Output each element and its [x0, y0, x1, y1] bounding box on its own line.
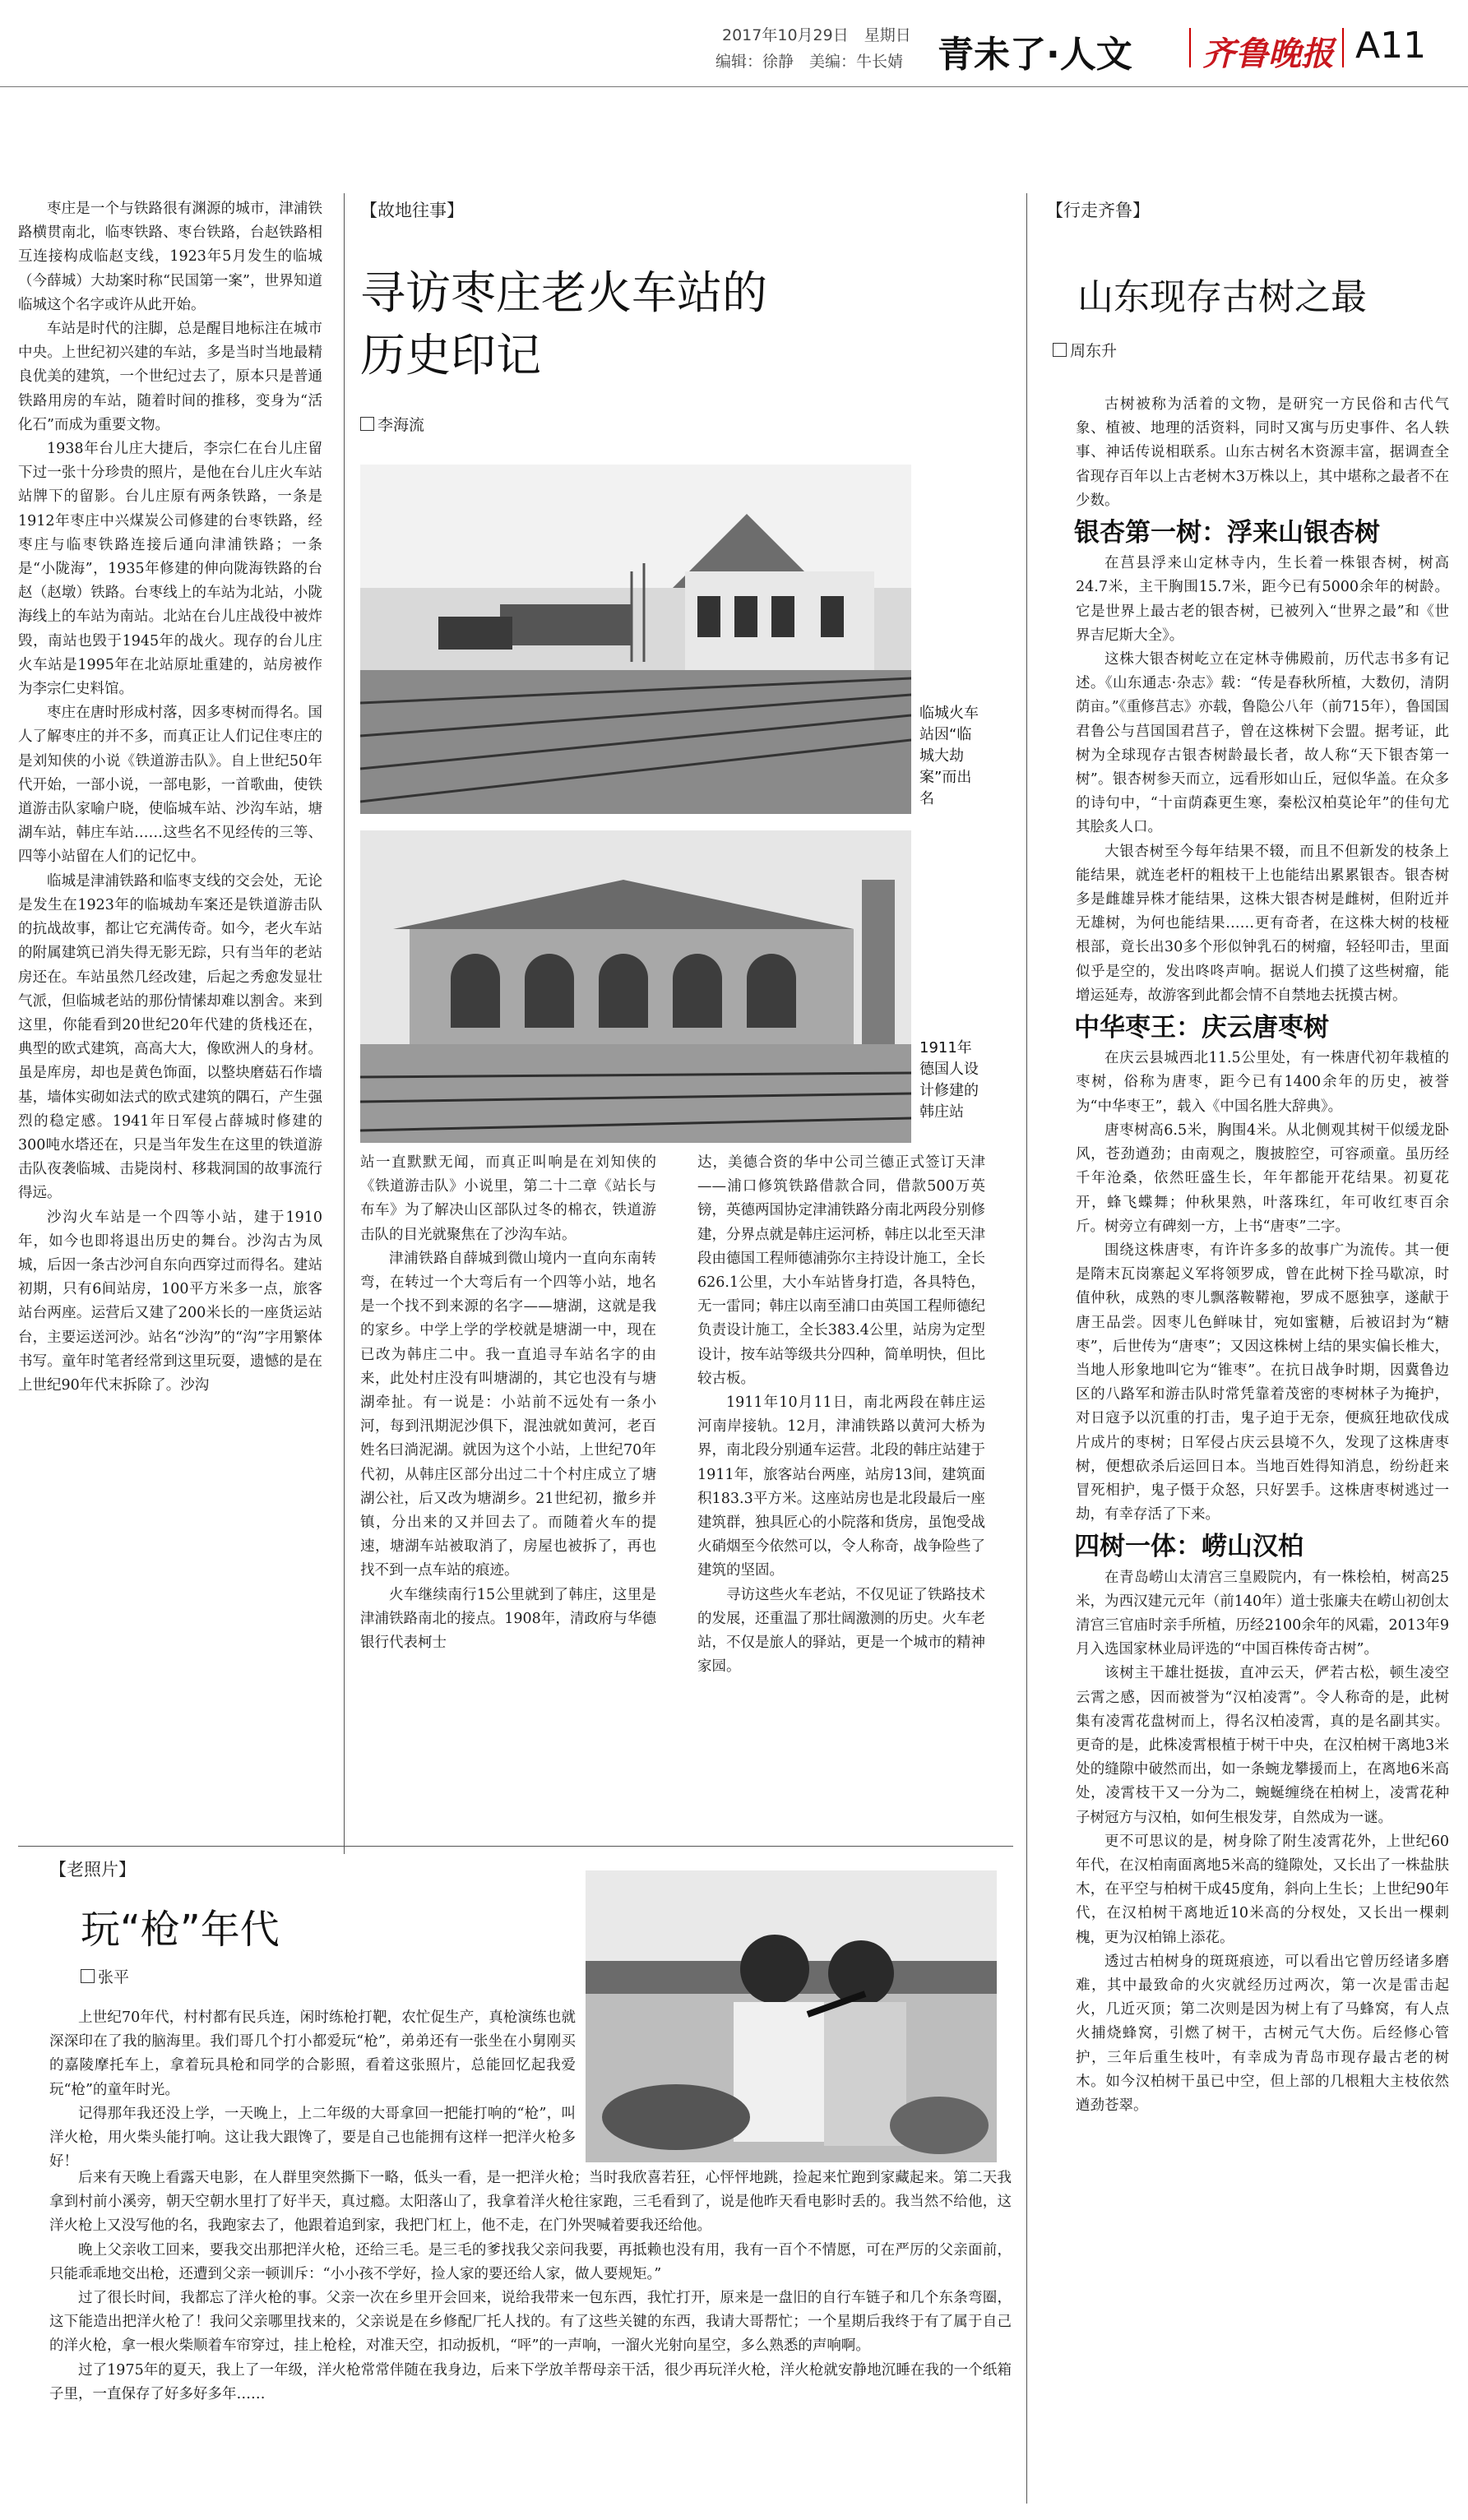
article-headline: 玩“枪”年代 — [81, 1907, 280, 1953]
gun-article-body-lower: 后来有天晚上看露天电影，在人群里突然撕下一略，低头一看，是一把洋火枪；当时我欣喜若狂，心怦怦地跳，捡起来忙跑到家藏起来。第二天我拿到村前小溪旁，朝天空朝水里打了好半天，真过瘾。太阳落山了，我拿着洋火枪往家跑，三毛看到了，说是他昨天看电影时丢的。我当然不给他，这洋火枪上又没写他的名，我跑家去了，他跟着追到家，我把门杠上，他不走，在门外哭喊着要我还给他。 晚上父亲收工回来，要我交出那把洋火枪，还给三毛。是三毛的爹找我父亲问我要，再抵赖也没有用，我有一百个不情愿，可在严厉的父亲面前，只能乖乖地交出枪，还遭到父亲一顿训斥：“小小孩不学好，捡人家的要还给人家，做人要规矩。” 过了很长时间，我都忘了洋火枪的事。父亲一次在乡里开会回来，说给我带来一包东西，我忙打开，原来是一盘旧的自行车链子和几个东条弯圈，这下能造出把洋火枪了！我问父亲哪里找来的，父亲说是在乡修配厂托人找的。有了这些关键的东西，我请大哥帮忙；一个星期后我终于有了属于自己的洋火枪，拿一根火柴顺着车帘穿过，挂上枪栓，对准天空，扣动扳机，“呯”的一声响，一溜火光射向星空，多么熟悉的声响啊。 过了1975年的夏天，我上了一年级，洋火枪常常伴随在我身边，后来下学放羊帮母亲干活，很少再玩洋火枪，洋火枪就安静地沉睡在我的一个纸箱子里，一直保存了好多好多年…… — [49, 2170, 1012, 2402]
masthead — [0, 0, 1468, 107]
byline: 张平 — [81, 1965, 129, 1987]
byline-box-icon — [1053, 343, 1067, 357]
photo-2-caption: 1911年德国人设计修建的韩庄站 — [919, 1039, 979, 1121]
main-article-right-column: 达，美德合资的华中公司兰德正式签订天津——浦口修筑铁路借款合同，借款500万英镑，英德两国协定津浦铁路分南北两段分别修建，分界点就是韩庄运河桥，韩庄以北至天津段由德国工程师德浦弥尔主持设计施工，全长626.1公里，大小车站皆身打造，各具特色，无一雷同；韩庄以南至浦口由英国工程师德纪负责设计施工，全长383.4公里，站房为定型设计，按车站等级共分四种，简单明快，但比较古板。 1911年10月11日，南北两段在韩庄运河南岸接轨。12月，津浦铁路以黄河大桥为界，南北段分别通车运营。北段的韩庄站建于1911年，旅客站台两座，站房13间，建筑面积183.3平方米。这座站房也是北段最后一座建筑群，独具匠心的小院落和货房，虽饱受战火硝烟至今依然可以，令人称奇，战争险些了建筑的坚固。 寻访这些火车老站，不仅见证了铁路技术的发展，还重温了那壮阔激测的历史。火车老站，不仅是旅人的驿站，更是一个城市的精神家园。 — [697, 1154, 985, 1676]
article-headline: 寻访枣庄老火车站的 历史印记 — [360, 266, 768, 381]
section-heading: 四树一体：崂山汉柏 — [1074, 1532, 1304, 1562]
masthead-divider-2 — [1342, 28, 1344, 67]
column-tag: 【故地往事】 — [360, 201, 464, 220]
masthead-rule — [0, 86, 1468, 87]
photo-linchen-station — [360, 465, 911, 814]
article-headline: 山东现存古树之最 — [1077, 276, 1367, 318]
page-number: A11 — [1355, 25, 1427, 67]
byline-box-icon — [360, 417, 374, 431]
paper-logo: 齐鲁晚报 — [1202, 35, 1334, 73]
gun-article-body-upper: 上世纪70年代，村村都有民兵连，闲时练枪打靶，农忙促生产，真枪演练也就深深印在了我的脑海里。我们哥几个打小都爱玩“枪”，弟弟还有一张坐在小舅刚买的嘉陵摩托车上，拿着玩具枪和同学的合影照，看着这张照片，总能回忆起我爱玩“枪”的童年时光。 记得那年我还没上学，一天晚上，上二年级的大哥拿回一把能打响的“枪”，叫洋火枪，用火柴头能打响。这让我大跟馋了，要是自己也能拥有这样一把洋火枪多好！ — [49, 2009, 576, 2171]
editor-line: 编辑：徐静 美编：牛长婧 — [715, 53, 904, 71]
photo-children-with-toy-guns — [586, 1870, 997, 2162]
section-heading: 中华枣王：庆云唐枣树 — [1074, 1013, 1329, 1043]
column-tag: 【老照片】 — [49, 1860, 136, 1880]
station-photo-1-illustration — [360, 465, 911, 814]
section-title: 青未了·人文 — [938, 34, 1132, 76]
photo-hanzhuang-station — [360, 830, 911, 1143]
section-heading: 银杏第一树：浮来山银杏树 — [1074, 518, 1380, 548]
section-rule — [18, 1846, 1013, 1847]
photo-1-caption: 临城火车站因“临城大劫案”而出名 — [919, 705, 979, 807]
date-line: 2017年10月29日 星期日 — [722, 26, 911, 44]
column-rule — [1026, 193, 1027, 2504]
masthead-divider — [1189, 28, 1191, 67]
main-article-left-column: 枣庄是一个与铁路很有渊源的城市，津浦铁路横贯南北，临枣铁路、枣台铁路，台赵铁路相互连接构成临赵支线，1923年5月发生的临城（今薛城）大劫案时称“民国第一案”，世界知道临城这个名字或许从此开始。 车站是时代的注脚，总是醒目地标注在城市中央。上世纪初兴建的车站，多是当时当地最精良优美的建筑，一个世纪过去了，原本只是普通铁路用房的车站，随着时间的推移，变身为“活化石”而成为重要文物。 1938年台儿庄大捷后，李宗仁在台儿庄留下过一张十分珍贵的照片，是他在台儿庄火车站站牌下的留影。台儿庄原有两条铁路，一条是1912年枣庄中兴煤炭公司修建的台枣铁路，经枣庄与临枣铁路连接后通向津浦铁路；一条是“小陇海”，1935年修建的伸向陇海铁路的台赵（赵墩）铁路。台枣线上的车站为北站，小陇海线上的车站为南站。北站在台儿庄战役中被炸毁，南站也毁于1945年的战火。现存的台儿庄火车站是1995年在北站原址重建的，站房被作为李宗仁史料馆。 枣庄在唐时形成村落，因多枣树而得名。国人了解枣庄的并不多，而真正让人们记住枣庄的是刘知侠的小说《铁道游击队》。自上世纪50年代开始，一部小说，一部电影，一首歌曲，使铁道游击队家喻户晓，使临城车站、沙沟车站，塘湖车站，韩庄车站……这些名不见经传的三等、四等小站留在人们的记忆中。 临城是津浦铁路和临枣支线的交会处，无论是发生在1923年的临城劫车案还是铁道游击队的抗战故事，都让它充满传奇。如今，老火车站的附属建筑已消失得无影无踪，只有当年的老站房还在。车站虽然几经改建，后起之秀愈发显壮气派，但临城老站的那份情愫却难以割舍。来到这里，你能看到20世纪20年代建的货栈还在，典型的欧式建筑，高高大大，像欧洲人的身材。虽是库房，却也是黄色饰面，以整块磨菇石作墙基，墙体实砌如法式的欧式建筑的隅石，产生强烈的稳定感。1941年日军侵占薛城时修建的300吨水塔还在，只是当年发生在这里的铁道游击队夜袭临城、击毙岗村、移栽洞国的故事流行得远。 沙沟火车站是一个四等小站，建于1910年，如今也即将退出历史的舞台。沙沟古为凤城，后因一条古沙河自东向西穿过而得名。建站初期，只有6间站房，100平方米多一点，旅客站台两座。运营后又建了200米长的一座货运站台，主要运送河沙。站名“沙沟”的“沟”字用繁体书写。童年时笔者经常到这里玩耍，遗憾的是在上世纪90年代末拆除了。沙沟 — [18, 201, 322, 1394]
column-tag: 【行走齐鲁】 — [1046, 201, 1150, 220]
byline-box-icon — [81, 1969, 95, 1983]
old-photo-illustration — [586, 1870, 997, 2162]
column-rule — [344, 193, 345, 1854]
station-photo-2-illustration — [360, 830, 911, 1143]
main-article-middle-column: 站一直默默无闻，而真正叫响是在刘知侠的《铁道游击队》小说里，第二十二章《站长与布车》为了解决山区部队过冬的棉衣，铁道游击队的目光就聚焦在了沙沟车站。 津浦铁路自薛城到微山境内一直向东南转弯，在转过一个大弯后有一个四等小站，地名是一个找不到来源的名字——塘湖，这就是我的家乡。中学上学的学校就是塘湖一中，现在已改为韩庄二中。我一直追寻车站名字的由来，此处村庄没有叫塘湖的，其它也没有与塘湖牵扯。有一说是：小站前不远处有一条小河，每到汛期泥沙俱下，混浊就如黄河，老百姓名曰淌泥湖。就因为这个小站，上世纪70年代初，从韩庄区部分出过二十个村庄成立了塘湖公社，后又改为塘湖乡。21世纪初，撤乡并镇，分出来的又并回去了。而随着火车的提速，塘湖车站被取消了，房屋也被拆了，再也找不到一点车站的痕迹。 火车继续南行15公里就到了韩庄，这里是津浦铁路南北的接点。1908年，清政府与华德银行代表柯士 — [360, 1154, 656, 1652]
byline: 李海流 — [360, 413, 424, 435]
trees-article-body: 古树被称为活着的文物，是研究一方民俗和古代气象、植被、地理的活资料，同时又寓与历史事件、名人轶事、神话传说相联系。山东古树名木资源丰富，据调查全省现存百年以上古老树木3万株以上，其中堪称之最者不在少数。 银杏第一树：浮来山银杏树 在莒县浮来山定林寺内，生长着一株银杏树，树高24.7米，主干胸围15.7米，距今已有5000余年的树龄。它是世界上最古老的银杏树，已被列入“世界之最”和《世界吉尼斯大全》。 这株大银杏树屹立在定林寺佛殿前，历代志书多有记述。《山东通志·杂志》载：“传是春秋所植，大数仞，清阴荫亩。”《重修莒志》亦载，鲁隐公八年（前715年），鲁国国君鲁公与莒国国君莒子，曾在这株树下会盟。据考证，此树为全球现存古银杏树龄最长者，故人称“天下银杏第一树”。银杏树参天而立，远看形如山丘，冠似华盖。在众多的诗句中，“十亩荫森更生寒，秦松汉柏莫论年”的佳句尤其脍炙人口。 大银杏树至今每年结果不辍，而且不但新发的枝条上能结果，就连老杆的粗枝干上也能结出累累银杏。银杏树多是雌雄异株才能结果，这株大银杏树是雌树，但附近并无雄树，为何也能结果……更有奇者，在这株大树的枝桠根部，竟长出30多个形似钟乳石的树瘤，轻轻叩击，里面似乎是空的，发出咚咚声响。据说人们摸了这些树瘤，能增运延寿，故游客到此都会情不自禁地去抚摸古树。 中华枣王：庆云唐枣树 在庆云县城西北11.5公里处，有一株唐代初年栽植的枣树，俗称为唐枣，距今已有1400余年的历史，被誉为“中华枣王”，载入《中国名胜大辞典》。 唐枣树高6.5米，胸围4米。从北侧观其树干似缓龙卧风，苍劲遒劲；由南观之，腹披腔空，可容顽童。虽历经千年沧桑，依然旺盛生长，年年都能开花结果。初夏花开，蜂飞蝶舞；仲秋果熟，叶落珠红，年可收红枣百余斤。树旁立有碑刻一方，上书“唐枣”二字。 围绕这株唐枣，有许许多多的故事广为流传。其一便是隋末瓦岗寨起义军将领罗成，曾在此树下拴马歇凉，时值仲秋，成熟的枣儿飘落鞍鞯袍，罗成不愿独享，遂献于唐王品尝。因枣儿色鲜味甘，宛如蜜糖，后被诏封为“糖枣”，后世传为“唐枣”；又因这株树上结的果实偏长椎大，当地人形象地叫它为“锥枣”。在抗日战争时期，因冀鲁边区的八路军和游击队时常凭靠着茂密的枣树林子为掩护，对日寇予以沉重的打击，鬼子迫于无奈，便疯狂地砍伐成片成片的枣树；日军侵占庆云县境不久，发现了这株唐枣树，便想砍杀后运回日本。当地百姓得知消息，纷纷赶来冒死相护，鬼子慑于众怒，只好罢手。这株唐枣树逃过一劫，有幸存活了下来。 四树一体：崂山汉柏 在青岛崂山太清宫三皇殿院内，有一株桧柏，树高25米，为西汉建元元年（前140年）道士张廉夫在崂山初创太清宫三官庙时亲手所植，历经2100余年的风霜，2013年9月入选国家林业局评选的“中国百株传奇古树”。 该树主干雄壮挺拔，直冲云天，俨若古松，顿生凌空云霄之感，因而被誉为“汉柏凌霄”。令人称奇的是，此树集有凌霄花盘树而上，得名汉柏凌霄，真的是名副其实。更奇的是，此株凌霄根植于树干中央，在汉柏树干离地3米处的缝隙中破然而出，如一条蜿龙攀援而上，在离地6米高处，凌霄枝干又一分为二，蜿蜒缠绕在柏树上，凌霄花种子树冠方与汉柏，如何生根发芽，自然成为一谜。 更不可思议的是，树身除了附生凌霄花外，上世纪60年代，在汉柏南面离地5米高的缝隙处，又长出了一株盐肤木，在平空与柏树干成45度角，斜向上生长；上世纪90年代，在汉柏树干离地近10米高的分杈处，又长出一棵刺槐，更为汉柏锦上添花。 透过古柏树身的斑斑痕迹，可以看出它曾历经诸多磨难，其中最致命的火灾就经历过两次，第一次是雷击起火，几近灭顶；第二次则是因为树上有了马蜂窝，有人点火捕烧蜂窝，引燃了树干，古树元气大伤。后经修心管护，三年后重生枝叶，有幸成为青岛市现存最古老的树木。如今汉柏树干虽已中空，但上部的几根粗大主枝依然遒劲苍翠。 — [1074, 396, 1449, 2115]
byline: 周东升 — [1053, 339, 1117, 361]
